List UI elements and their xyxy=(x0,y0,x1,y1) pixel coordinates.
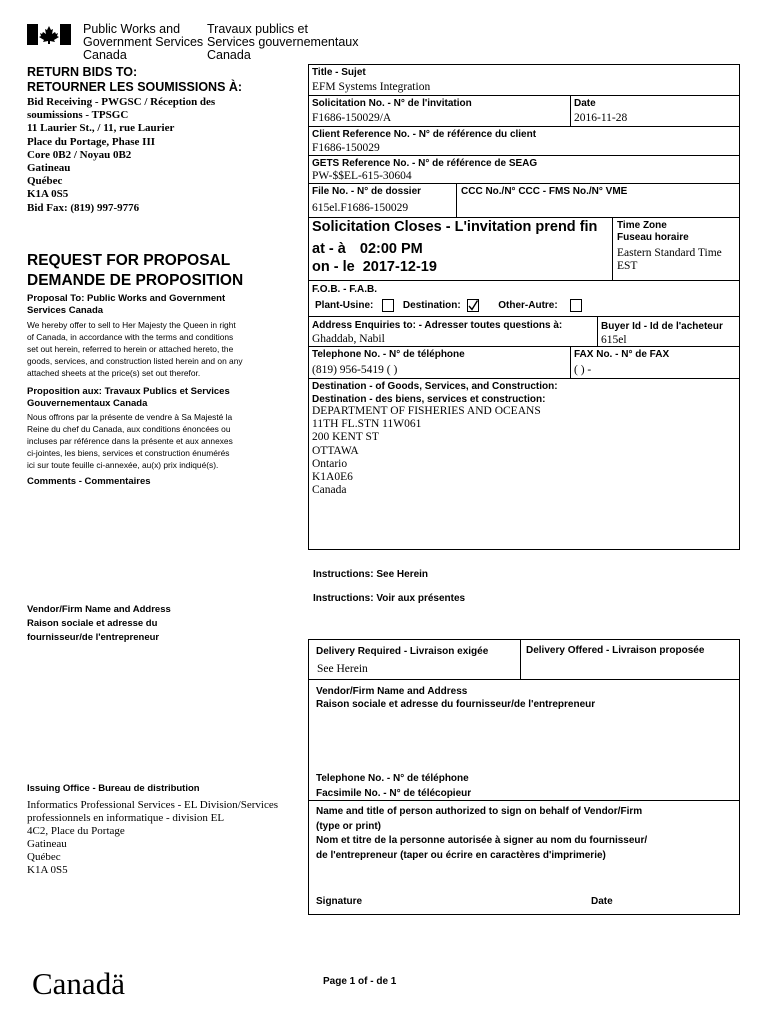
closes-on-row xyxy=(312,259,437,276)
issuing-office-label: Issuing Office - Bureau de distribution xyxy=(27,783,200,794)
address-enquiries-value: Ghaddab, Nabil xyxy=(312,333,385,345)
closes-at-label: at - à xyxy=(312,241,346,257)
solicitation-closes-title: Solicitation Closes - L'invitation prend fin xyxy=(312,219,598,235)
signature-date-label: Date xyxy=(591,896,613,907)
fax-label: FAX No. - N° de FAX xyxy=(574,349,670,360)
telephone-fax-labels xyxy=(316,771,471,801)
title-value: EFM Systems Integration xyxy=(312,81,431,93)
client-ref-value: F1686-150029 xyxy=(312,142,380,154)
return-bids-fr: RETOURNER LES SOUMISSIONS À: xyxy=(27,80,243,94)
time-zone-label xyxy=(617,220,689,244)
checkmark-icon xyxy=(467,299,479,312)
client-ref-label: Client Reference No. - N° de référence du client xyxy=(312,129,537,140)
gets-ref-label: GETS Reference No. - N° de référence de SEAG xyxy=(312,158,538,169)
telephone-label: Telephone No. - N° de téléphone xyxy=(316,773,469,784)
department-name-fr xyxy=(207,23,358,62)
destination-goods-label-en: Destination - of Goods, Services, and Construction: xyxy=(312,381,558,392)
fax-value: ( ) - xyxy=(574,364,592,376)
issuing-office-address: Informatics Professional Services - EL Division/Services professionnels en informatique - division EL 4C2, Place du Portage Gatineau Québec K1A 0S5 xyxy=(27,799,279,876)
date-label: Date xyxy=(574,98,596,109)
phone-label: Telephone No. - N° de téléphone xyxy=(312,349,465,360)
address-enquiries-label: Address Enquiries to: - Adresser toutes questions à: xyxy=(312,320,563,331)
delivery-offered-label: Delivery Offered - Livraison proposée xyxy=(526,645,705,656)
other-label: Other-Autre: xyxy=(498,300,558,311)
facsimile-label: Facsimile No. - N° de télécopieur xyxy=(316,788,472,799)
gets-ref-value: PW-$$EL-615-30604 xyxy=(312,170,412,182)
file-no-label: File No. - N° de dossier xyxy=(312,186,422,197)
vendor-label-en: Vendor/Firm Name and Address xyxy=(316,686,468,697)
canada-flag-icon xyxy=(27,24,71,45)
proposition-aux: Proposition aux: Travaux Publics et Services Gouvernementaux Canada xyxy=(27,386,230,409)
destination-goods-address: DEPARTMENT OF FISHERIES AND OCEANS 11TH FL.STN 11W061 200 KENT ST OTTAWA Ontario K1A0E6 Canada xyxy=(312,405,541,497)
instructions-en: Instructions: See Herein xyxy=(313,569,429,580)
title-label: Title - Sujet xyxy=(312,67,366,78)
return-address: Bid Receiving - PWGSC / Réception des soumissions - TPSGC 11 Laurier St., / 11, rue Laurier Place du Portage, Phase III Core 0B2 / Noyau 0B2 Gatineau Québec K1A 0S5 Bid Fax: (819) 997-9776 xyxy=(27,96,216,214)
solicitation-label: Solicitation No. - N° de l'invitation xyxy=(312,98,472,109)
buyer-id-value: 615el xyxy=(601,334,627,346)
closes-at-row xyxy=(312,241,423,258)
plant-label: Plant-Usine: xyxy=(315,300,374,311)
dept-fr-line-1: Travaux publics et xyxy=(207,22,308,36)
closes-on-label: on - le xyxy=(312,259,355,275)
vendor-label-right xyxy=(316,685,595,711)
ccc-label: CCC No./N° CCC - FMS No./N° VME xyxy=(461,186,628,197)
rfp-heading xyxy=(27,251,243,291)
return-bids-heading xyxy=(27,65,242,95)
vendor-label-left: Vendor/Firm Name and Address Raison sociale et adresse du fournisseur/de l'entrepreneur xyxy=(27,604,171,643)
canada-wordmark: Canadä xyxy=(32,966,125,1001)
offer-text-en: We hereby offer to sell to Her Majesty the Queen in right of Canada, in accordance with the terms and conditions set out herein, referred to herein or attached hereto, the goods, services, and construction listed herein and on any attached sheets at the price(s) set out therefor. xyxy=(27,320,243,378)
page-number: Page 1 of - de 1 xyxy=(323,976,397,987)
plant-checkbox[interactable] xyxy=(382,299,394,312)
other-checkbox[interactable] xyxy=(570,299,582,312)
delivery-required-value: See Herein xyxy=(317,663,368,675)
closes-time: 02:00 PM xyxy=(359,241,423,257)
fob-options xyxy=(315,298,582,313)
dept-fr-line-3: Canada xyxy=(207,48,251,62)
department-name-en xyxy=(83,23,203,62)
phone-value: (819) 956-5419 ( ) xyxy=(312,364,398,376)
buyer-id-label: Buyer Id - Id de l'acheteur xyxy=(601,321,723,332)
signature-label: Signature xyxy=(316,896,363,907)
fob-label: F.O.B. - F.A.B. xyxy=(312,284,377,295)
instructions-fr: Instructions: Voir aux présentes xyxy=(313,593,466,604)
solicitation-value: F1686-150029/A xyxy=(312,112,392,124)
vendor-label-fr: Raison sociale et adresse du fournisseur/de l'entrepreneur xyxy=(316,699,596,710)
dept-en-line-2: Government Services xyxy=(83,35,204,49)
rfp-en: REQUEST FOR PROPOSAL xyxy=(27,252,231,269)
time-zone-label-en: Time Zone xyxy=(617,220,667,231)
comments-label: Comments - Commentaires xyxy=(27,476,151,487)
destination-goods-label xyxy=(312,381,558,406)
date-value: 2016-11-28 xyxy=(574,112,628,124)
time-zone-value-1: Eastern Standard Time xyxy=(617,247,722,259)
authorized-signer-label: Name and title of person authorized to sign on behalf of Vendor/Firm (type or print) Nom et titre de la personne autorisée à signer au nom du fournisseur/ de l'entrepreneur (taper ou écrire en caractères d'imprimerie) xyxy=(316,806,648,862)
rfp-fr: DEMANDE DE PROPOSITION xyxy=(27,272,244,289)
file-no-value: 615el.F1686-150029 xyxy=(312,202,409,214)
dept-en-line-3: Canada xyxy=(83,48,127,62)
destination-checkbox[interactable] xyxy=(467,299,479,312)
destination-goods-label-fr: Destination - des biens, services et construction: xyxy=(312,393,546,405)
offer-text-fr: Nous offrons par la présente de vendre à Sa Majesté la Reine du chef du Canada, aux conditions énoncées ou incluses par référence dans la présente et aux annexes ci-jointes, les biens, services et construction énumérés ici sur toute feuille ci-annexée, au(x) prix indiqué(s). xyxy=(27,412,233,470)
dept-en-line-1: Public Works and xyxy=(83,22,181,36)
dept-fr-line-2: Services gouvernementaux xyxy=(207,35,359,49)
time-zone-value xyxy=(617,247,722,273)
return-bids-en: RETURN BIDS TO: xyxy=(27,65,138,79)
time-zone-value-2: EST xyxy=(617,260,638,272)
destination-label: Destination: xyxy=(402,300,461,311)
closes-date: 2017-12-19 xyxy=(362,259,437,275)
proposal-to: Proposal To: Public Works and Government Services Canada xyxy=(27,293,226,316)
delivery-required-label: Delivery Required - Livraison exigée xyxy=(316,646,489,657)
time-zone-label-fr: Fuseau horaire xyxy=(617,232,689,243)
